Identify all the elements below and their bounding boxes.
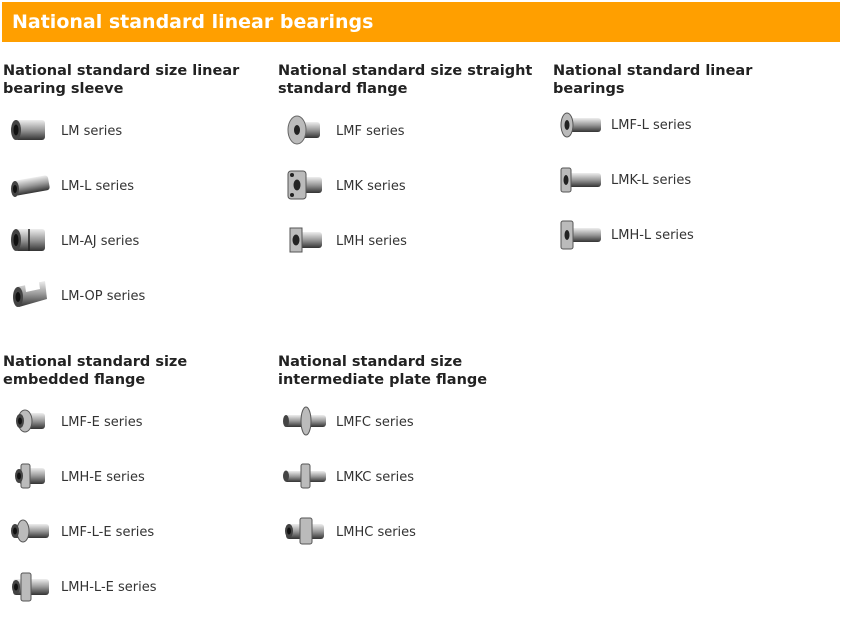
section-title: National standard linear bearings [553,63,753,97]
sleeve-bearing-icon[interactable] [3,104,58,159]
product-link[interactable]: LM-L series [61,179,135,194]
product-link[interactable]: LMH-L series [611,228,694,243]
center-cut-flange-bearing-icon[interactable] [278,505,333,560]
center-square-flange-bearing-icon[interactable] [278,450,333,505]
embedded-long-flange-bearing-icon[interactable] [3,505,58,560]
product-link[interactable]: LMK series [336,179,406,194]
product-item-lm-aj[interactable] [3,214,273,269]
product-link[interactable]: LMKC series [336,470,414,485]
page-banner [2,2,840,42]
product-item-lmk-l[interactable] [553,153,823,208]
product-link[interactable]: LMF-L-E series [61,525,155,540]
product-item-lm-l[interactable] [3,159,273,214]
product-link[interactable]: LM-AJ series [61,234,140,249]
product-link[interactable]: LMF-L series [611,118,692,133]
section-linear-bearings [553,62,823,263]
center-round-flange-bearing-icon[interactable] [278,395,333,450]
product-link[interactable]: LM-OP series [61,289,146,304]
product-item-lmf[interactable] [278,104,548,159]
product-link[interactable]: LM series [61,124,123,139]
cut-flange-bearing-icon[interactable] [278,214,333,269]
product-link[interactable]: LMH-L-E series [61,580,157,595]
product-item-lm-op[interactable] [3,269,273,324]
product-link[interactable]: LMHC series [336,525,416,540]
section-title: National standard size intermediate plate flange [278,354,488,388]
product-item-lmk[interactable] [278,159,548,214]
embedded-flange-bearing-icon[interactable] [3,395,58,450]
section-title: National standard size linear bearing sleeve [3,63,240,97]
section-title: National standard size straight standard flange [278,63,533,97]
page-title: National standard linear bearings [12,11,374,33]
product-link[interactable]: LMF-E series [61,415,143,430]
product-link[interactable]: LMF series [336,124,405,139]
section-intermediate-plate-flange [278,353,548,560]
long-cut-flange-bearing-icon[interactable] [553,208,608,263]
product-link[interactable]: LMH series [336,234,407,249]
product-item-lmf-e[interactable] [3,395,273,450]
product-link[interactable]: LMH-E series [61,470,145,485]
section-title: National standard size embedded flange [3,354,188,388]
product-link[interactable]: LMK-L series [611,173,692,188]
round-flange-bearing-icon[interactable] [278,104,333,159]
section-linear-bearing-sleeve [3,62,273,324]
section-embedded-flange [3,353,273,615]
product-item-lmh-l[interactable] [553,208,823,263]
long-round-flange-bearing-icon[interactable] [553,98,608,153]
product-item-lmf-l-e[interactable] [3,505,273,560]
product-item-lmhc[interactable] [278,505,548,560]
product-item-lmh-e[interactable] [3,450,273,505]
adjustable-sleeve-bearing-icon[interactable] [3,214,58,269]
product-item-lmkc[interactable] [278,450,548,505]
product-item-lmfc[interactable] [278,395,548,450]
open-sleeve-bearing-icon[interactable] [3,269,58,324]
embedded-cut-flange-bearing-icon[interactable] [3,450,58,505]
square-flange-bearing-icon[interactable] [278,159,333,214]
long-sleeve-bearing-icon[interactable] [3,159,58,214]
product-item-lmh-l-e[interactable] [3,560,273,615]
section-straight-standard-flange [278,62,548,269]
product-item-lmh[interactable] [278,214,548,269]
product-link[interactable]: LMFC series [336,415,414,430]
long-square-flange-bearing-icon[interactable] [553,153,608,208]
embedded-long-cut-flange-bearing-icon[interactable] [3,560,58,615]
product-item-lm[interactable] [3,104,273,159]
product-item-lmf-l[interactable] [553,98,823,153]
